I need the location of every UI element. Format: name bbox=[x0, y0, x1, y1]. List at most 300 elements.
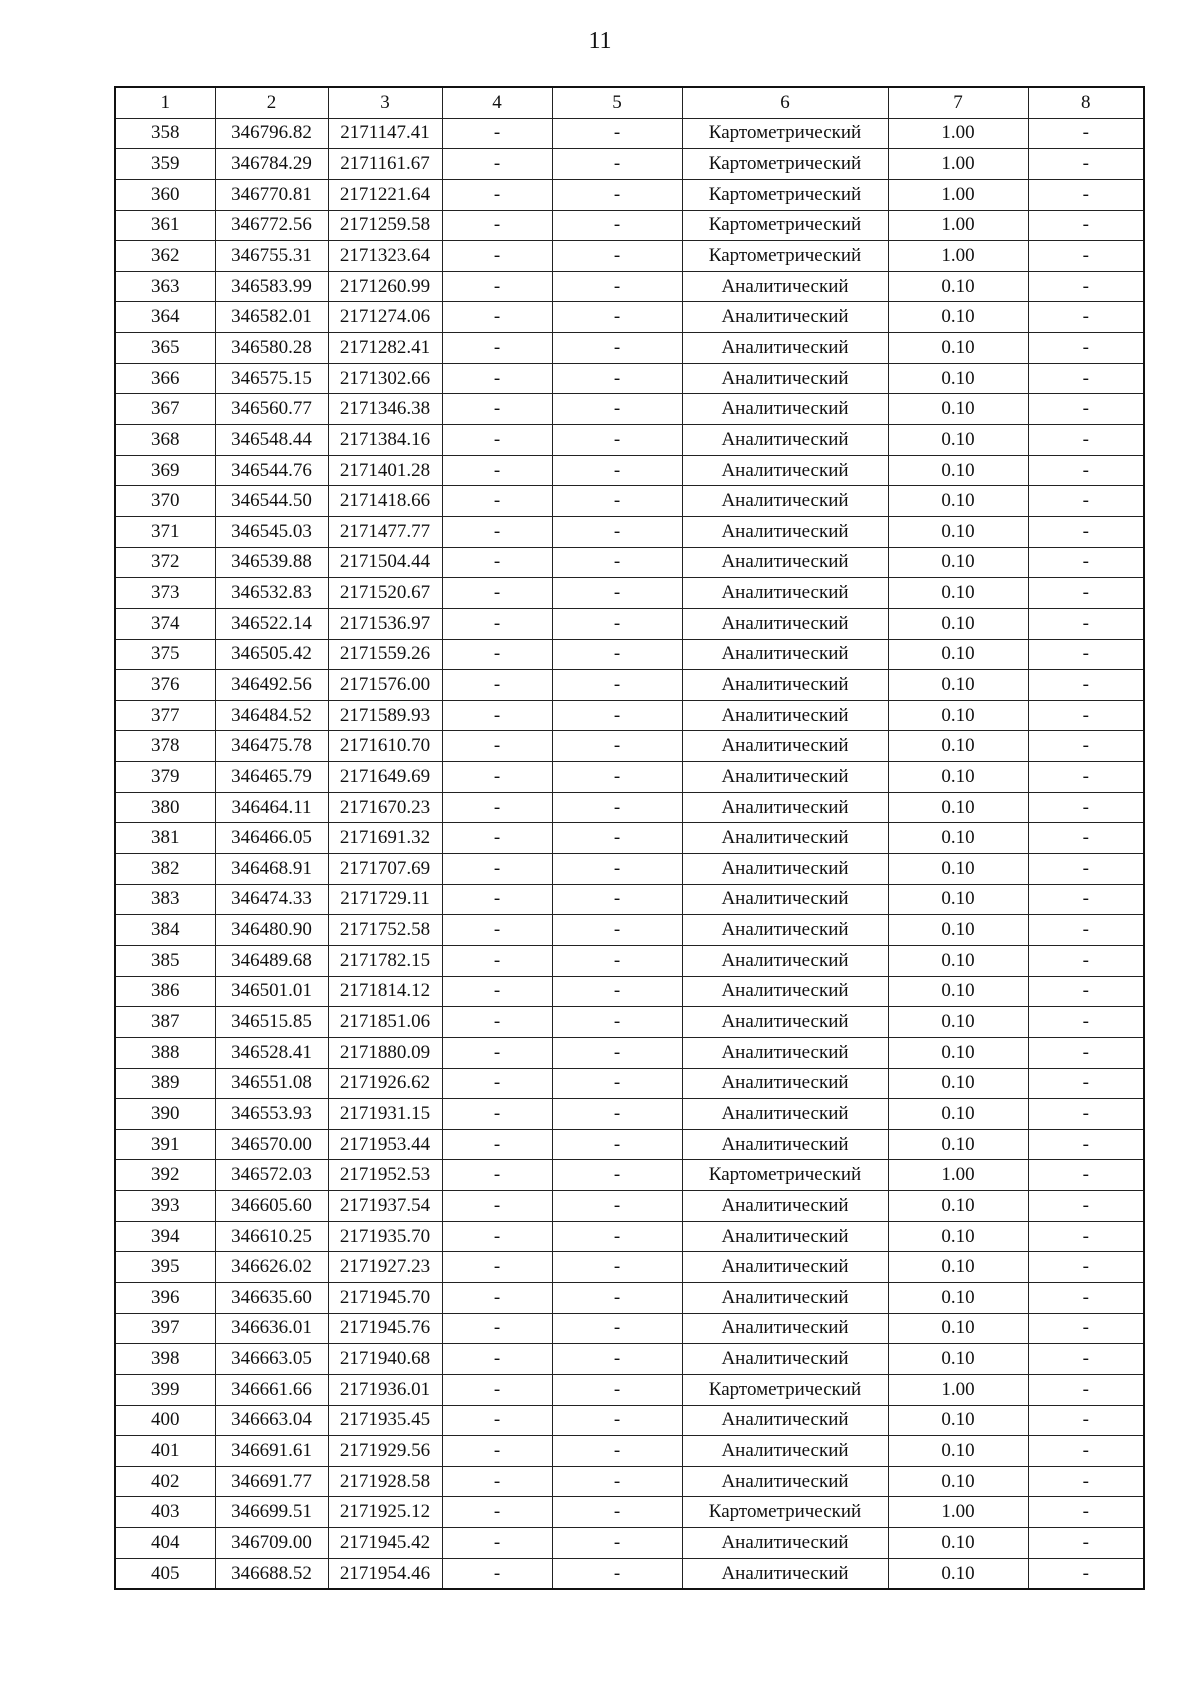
column-5-cell: - bbox=[552, 1007, 682, 1038]
point-number-cell: 368 bbox=[115, 425, 215, 456]
y-coordinate-cell: 2171520.67 bbox=[328, 578, 442, 609]
method-cell: Аналитический bbox=[682, 1466, 888, 1497]
accuracy-cell: 0.10 bbox=[888, 1405, 1028, 1436]
method-cell: Аналитический bbox=[682, 455, 888, 486]
column-4-cell: - bbox=[442, 1221, 552, 1252]
table-row bbox=[115, 608, 1144, 639]
column-header: 4 bbox=[442, 87, 552, 118]
y-coordinate-cell: 2171953.44 bbox=[328, 1129, 442, 1160]
accuracy-cell: 1.00 bbox=[888, 1374, 1028, 1405]
accuracy-cell: 1.00 bbox=[888, 210, 1028, 241]
column-5-cell: - bbox=[552, 1282, 682, 1313]
column-8-cell: - bbox=[1028, 1160, 1144, 1191]
column-4-cell: - bbox=[442, 1374, 552, 1405]
x-coordinate-cell: 346528.41 bbox=[215, 1037, 328, 1068]
column-8-cell: - bbox=[1028, 1436, 1144, 1467]
method-cell: Аналитический bbox=[682, 547, 888, 578]
point-number-cell: 394 bbox=[115, 1221, 215, 1252]
accuracy-cell: 0.10 bbox=[888, 700, 1028, 731]
y-coordinate-cell: 2171752.58 bbox=[328, 915, 442, 946]
y-coordinate-cell: 2171504.44 bbox=[328, 547, 442, 578]
column-5-cell: - bbox=[552, 363, 682, 394]
column-8-cell: - bbox=[1028, 915, 1144, 946]
point-number-cell: 358 bbox=[115, 118, 215, 149]
column-5-cell: - bbox=[552, 945, 682, 976]
table-row bbox=[115, 945, 1144, 976]
column-4-cell: - bbox=[442, 670, 552, 701]
method-cell: Аналитический bbox=[682, 1129, 888, 1160]
x-coordinate-cell: 346663.04 bbox=[215, 1405, 328, 1436]
column-8-cell: - bbox=[1028, 700, 1144, 731]
x-coordinate-cell: 346583.99 bbox=[215, 271, 328, 302]
method-cell: Аналитический bbox=[682, 915, 888, 946]
table-row bbox=[115, 210, 1144, 241]
column-4-cell: - bbox=[442, 762, 552, 793]
point-number-cell: 398 bbox=[115, 1344, 215, 1375]
y-coordinate-cell: 2171161.67 bbox=[328, 149, 442, 180]
column-8-cell: - bbox=[1028, 425, 1144, 456]
column-8-cell: - bbox=[1028, 1558, 1144, 1589]
accuracy-cell: 0.10 bbox=[888, 516, 1028, 547]
accuracy-cell: 0.10 bbox=[888, 1221, 1028, 1252]
method-cell: Аналитический bbox=[682, 731, 888, 762]
y-coordinate-cell: 2171927.23 bbox=[328, 1252, 442, 1283]
method-cell: Аналитический bbox=[682, 639, 888, 670]
y-coordinate-cell: 2171880.09 bbox=[328, 1037, 442, 1068]
method-cell: Аналитический bbox=[682, 1007, 888, 1038]
y-coordinate-cell: 2171707.69 bbox=[328, 854, 442, 885]
column-5-cell: - bbox=[552, 486, 682, 517]
method-cell: Аналитический bbox=[682, 1313, 888, 1344]
y-coordinate-cell: 2171945.70 bbox=[328, 1282, 442, 1313]
column-header: 1 bbox=[115, 87, 215, 118]
table-row bbox=[115, 639, 1144, 670]
column-4-cell: - bbox=[442, 1037, 552, 1068]
column-5-cell: - bbox=[552, 1160, 682, 1191]
point-number-cell: 359 bbox=[115, 149, 215, 180]
column-8-cell: - bbox=[1028, 1344, 1144, 1375]
y-coordinate-cell: 2171274.06 bbox=[328, 302, 442, 333]
column-4-cell: - bbox=[442, 1497, 552, 1528]
x-coordinate-cell: 346466.05 bbox=[215, 823, 328, 854]
point-number-cell: 375 bbox=[115, 639, 215, 670]
x-coordinate-cell: 346545.03 bbox=[215, 516, 328, 547]
column-8-cell: - bbox=[1028, 547, 1144, 578]
column-4-cell: - bbox=[442, 455, 552, 486]
table-row bbox=[115, 179, 1144, 210]
table-row bbox=[115, 1252, 1144, 1283]
table-row bbox=[115, 425, 1144, 456]
x-coordinate-cell: 346610.25 bbox=[215, 1221, 328, 1252]
method-cell: Аналитический bbox=[682, 976, 888, 1007]
method-cell: Аналитический bbox=[682, 516, 888, 547]
column-4-cell: - bbox=[442, 118, 552, 149]
column-5-cell: - bbox=[552, 241, 682, 272]
column-header: 8 bbox=[1028, 87, 1144, 118]
column-8-cell: - bbox=[1028, 578, 1144, 609]
x-coordinate-cell: 346480.90 bbox=[215, 915, 328, 946]
column-5-cell: - bbox=[552, 455, 682, 486]
y-coordinate-cell: 2171729.11 bbox=[328, 884, 442, 915]
table-row bbox=[115, 516, 1144, 547]
accuracy-cell: 1.00 bbox=[888, 1497, 1028, 1528]
point-number-cell: 383 bbox=[115, 884, 215, 915]
column-4-cell: - bbox=[442, 854, 552, 885]
point-number-cell: 399 bbox=[115, 1374, 215, 1405]
y-coordinate-cell: 2171851.06 bbox=[328, 1007, 442, 1038]
column-5-cell: - bbox=[552, 1068, 682, 1099]
column-4-cell: - bbox=[442, 731, 552, 762]
x-coordinate-cell: 346515.85 bbox=[215, 1007, 328, 1038]
y-coordinate-cell: 2171589.93 bbox=[328, 700, 442, 731]
table-row bbox=[115, 976, 1144, 1007]
method-cell: Аналитический bbox=[682, 854, 888, 885]
accuracy-cell: 0.10 bbox=[888, 976, 1028, 1007]
accuracy-cell: 1.00 bbox=[888, 118, 1028, 149]
column-5-cell: - bbox=[552, 179, 682, 210]
x-coordinate-cell: 346626.02 bbox=[215, 1252, 328, 1283]
point-number-cell: 388 bbox=[115, 1037, 215, 1068]
table-row bbox=[115, 792, 1144, 823]
method-cell: Аналитический bbox=[682, 762, 888, 793]
column-4-cell: - bbox=[442, 608, 552, 639]
table-row bbox=[115, 118, 1144, 149]
x-coordinate-cell: 346468.91 bbox=[215, 854, 328, 885]
column-8-cell: - bbox=[1028, 884, 1144, 915]
table-body bbox=[115, 118, 1144, 1589]
table-row bbox=[115, 700, 1144, 731]
column-8-cell: - bbox=[1028, 516, 1144, 547]
point-number-cell: 376 bbox=[115, 670, 215, 701]
column-4-cell: - bbox=[442, 425, 552, 456]
method-cell: Аналитический bbox=[682, 394, 888, 425]
column-4-cell: - bbox=[442, 1558, 552, 1589]
point-number-cell: 361 bbox=[115, 210, 215, 241]
point-number-cell: 387 bbox=[115, 1007, 215, 1038]
y-coordinate-cell: 2171323.64 bbox=[328, 241, 442, 272]
column-4-cell: - bbox=[442, 149, 552, 180]
column-4-cell: - bbox=[442, 792, 552, 823]
x-coordinate-cell: 346663.05 bbox=[215, 1344, 328, 1375]
y-coordinate-cell: 2171782.15 bbox=[328, 945, 442, 976]
point-number-cell: 397 bbox=[115, 1313, 215, 1344]
y-coordinate-cell: 2171940.68 bbox=[328, 1344, 442, 1375]
accuracy-cell: 0.10 bbox=[888, 1282, 1028, 1313]
point-number-cell: 385 bbox=[115, 945, 215, 976]
accuracy-cell: 0.10 bbox=[888, 1191, 1028, 1222]
column-4-cell: - bbox=[442, 823, 552, 854]
point-number-cell: 386 bbox=[115, 976, 215, 1007]
point-number-cell: 401 bbox=[115, 1436, 215, 1467]
accuracy-cell: 0.10 bbox=[888, 394, 1028, 425]
method-cell: Аналитический bbox=[682, 1282, 888, 1313]
column-header: 6 bbox=[682, 87, 888, 118]
table-row bbox=[115, 1221, 1144, 1252]
method-cell: Аналитический bbox=[682, 1068, 888, 1099]
column-5-cell: - bbox=[552, 1558, 682, 1589]
accuracy-cell: 0.10 bbox=[888, 455, 1028, 486]
column-8-cell: - bbox=[1028, 1405, 1144, 1436]
column-8-cell: - bbox=[1028, 1528, 1144, 1559]
point-number-cell: 365 bbox=[115, 333, 215, 364]
point-number-cell: 392 bbox=[115, 1160, 215, 1191]
y-coordinate-cell: 2171670.23 bbox=[328, 792, 442, 823]
point-number-cell: 367 bbox=[115, 394, 215, 425]
method-cell: Аналитический bbox=[682, 1405, 888, 1436]
x-coordinate-cell: 346709.00 bbox=[215, 1528, 328, 1559]
x-coordinate-cell: 346544.76 bbox=[215, 455, 328, 486]
column-5-cell: - bbox=[552, 915, 682, 946]
accuracy-cell: 0.10 bbox=[888, 639, 1028, 670]
point-number-cell: 380 bbox=[115, 792, 215, 823]
accuracy-cell: 0.10 bbox=[888, 1528, 1028, 1559]
method-cell: Картометрический bbox=[682, 1160, 888, 1191]
method-cell: Картометрический bbox=[682, 210, 888, 241]
method-cell: Аналитический bbox=[682, 333, 888, 364]
table-row bbox=[115, 1558, 1144, 1589]
method-cell: Аналитический bbox=[682, 1191, 888, 1222]
accuracy-cell: 0.10 bbox=[888, 1436, 1028, 1467]
accuracy-cell: 1.00 bbox=[888, 241, 1028, 272]
table-row bbox=[115, 1436, 1144, 1467]
column-5-cell: - bbox=[552, 1497, 682, 1528]
accuracy-cell: 0.10 bbox=[888, 762, 1028, 793]
table-row bbox=[115, 670, 1144, 701]
table-row bbox=[115, 731, 1144, 762]
x-coordinate-cell: 346636.01 bbox=[215, 1313, 328, 1344]
column-5-cell: - bbox=[552, 976, 682, 1007]
point-number-cell: 370 bbox=[115, 486, 215, 517]
column-header: 3 bbox=[328, 87, 442, 118]
method-cell: Аналитический bbox=[682, 1436, 888, 1467]
method-cell: Картометрический bbox=[682, 241, 888, 272]
column-5-cell: - bbox=[552, 1528, 682, 1559]
table-row bbox=[115, 762, 1144, 793]
column-4-cell: - bbox=[442, 1252, 552, 1283]
column-5-cell: - bbox=[552, 854, 682, 885]
column-5-cell: - bbox=[552, 823, 682, 854]
method-cell: Аналитический bbox=[682, 271, 888, 302]
x-coordinate-cell: 346522.14 bbox=[215, 608, 328, 639]
column-5-cell: - bbox=[552, 1374, 682, 1405]
column-4-cell: - bbox=[442, 1191, 552, 1222]
method-cell: Аналитический bbox=[682, 1558, 888, 1589]
accuracy-cell: 1.00 bbox=[888, 1160, 1028, 1191]
accuracy-cell: 0.10 bbox=[888, 1466, 1028, 1497]
y-coordinate-cell: 2171610.70 bbox=[328, 731, 442, 762]
point-number-cell: 373 bbox=[115, 578, 215, 609]
method-cell: Аналитический bbox=[682, 486, 888, 517]
x-coordinate-cell: 346539.88 bbox=[215, 547, 328, 578]
column-8-cell: - bbox=[1028, 1037, 1144, 1068]
y-coordinate-cell: 2171928.58 bbox=[328, 1466, 442, 1497]
x-coordinate-cell: 346475.78 bbox=[215, 731, 328, 762]
point-number-cell: 389 bbox=[115, 1068, 215, 1099]
column-4-cell: - bbox=[442, 271, 552, 302]
accuracy-cell: 0.10 bbox=[888, 363, 1028, 394]
column-5-cell: - bbox=[552, 1221, 682, 1252]
column-8-cell: - bbox=[1028, 1374, 1144, 1405]
column-8-cell: - bbox=[1028, 149, 1144, 180]
method-cell: Аналитический bbox=[682, 608, 888, 639]
column-4-cell: - bbox=[442, 1528, 552, 1559]
y-coordinate-cell: 2171691.32 bbox=[328, 823, 442, 854]
column-5-cell: - bbox=[552, 639, 682, 670]
table-row bbox=[115, 1313, 1144, 1344]
column-8-cell: - bbox=[1028, 1221, 1144, 1252]
accuracy-cell: 0.10 bbox=[888, 1313, 1028, 1344]
x-coordinate-cell: 346474.33 bbox=[215, 884, 328, 915]
column-8-cell: - bbox=[1028, 1313, 1144, 1344]
column-5-cell: - bbox=[552, 1313, 682, 1344]
column-4-cell: - bbox=[442, 1313, 552, 1344]
method-cell: Аналитический bbox=[682, 1252, 888, 1283]
method-cell: Аналитический bbox=[682, 425, 888, 456]
accuracy-cell: 0.10 bbox=[888, 1099, 1028, 1130]
column-4-cell: - bbox=[442, 547, 552, 578]
column-5-cell: - bbox=[552, 792, 682, 823]
method-cell: Аналитический bbox=[682, 363, 888, 394]
x-coordinate-cell: 346465.79 bbox=[215, 762, 328, 793]
column-5-cell: - bbox=[552, 302, 682, 333]
column-header: 2 bbox=[215, 87, 328, 118]
point-number-cell: 404 bbox=[115, 1528, 215, 1559]
column-5-cell: - bbox=[552, 1191, 682, 1222]
method-cell: Аналитический bbox=[682, 945, 888, 976]
column-5-cell: - bbox=[552, 1037, 682, 1068]
y-coordinate-cell: 2171945.42 bbox=[328, 1528, 442, 1559]
point-number-cell: 362 bbox=[115, 241, 215, 272]
column-header: 7 bbox=[888, 87, 1028, 118]
column-4-cell: - bbox=[442, 363, 552, 394]
y-coordinate-cell: 2171259.58 bbox=[328, 210, 442, 241]
table-row bbox=[115, 271, 1144, 302]
column-8-cell: - bbox=[1028, 1191, 1144, 1222]
method-cell: Аналитический bbox=[682, 578, 888, 609]
column-5-cell: - bbox=[552, 700, 682, 731]
table-row bbox=[115, 547, 1144, 578]
table-header-row bbox=[115, 87, 1144, 118]
table-row bbox=[115, 1374, 1144, 1405]
y-coordinate-cell: 2171260.99 bbox=[328, 271, 442, 302]
point-number-cell: 405 bbox=[115, 1558, 215, 1589]
table-row bbox=[115, 1129, 1144, 1160]
x-coordinate-cell: 346484.52 bbox=[215, 700, 328, 731]
x-coordinate-cell: 346464.11 bbox=[215, 792, 328, 823]
column-8-cell: - bbox=[1028, 762, 1144, 793]
column-5-cell: - bbox=[552, 118, 682, 149]
table-row bbox=[115, 854, 1144, 885]
accuracy-cell: 0.10 bbox=[888, 670, 1028, 701]
method-cell: Аналитический bbox=[682, 302, 888, 333]
column-4-cell: - bbox=[442, 394, 552, 425]
x-coordinate-cell: 346553.93 bbox=[215, 1099, 328, 1130]
table-row bbox=[115, 915, 1144, 946]
column-8-cell: - bbox=[1028, 179, 1144, 210]
accuracy-cell: 0.10 bbox=[888, 486, 1028, 517]
method-cell: Аналитический bbox=[682, 1528, 888, 1559]
column-4-cell: - bbox=[442, 1129, 552, 1160]
method-cell: Аналитический bbox=[682, 1099, 888, 1130]
table-row bbox=[115, 394, 1144, 425]
column-8-cell: - bbox=[1028, 455, 1144, 486]
point-number-cell: 382 bbox=[115, 854, 215, 885]
x-coordinate-cell: 346501.01 bbox=[215, 976, 328, 1007]
x-coordinate-cell: 346572.03 bbox=[215, 1160, 328, 1191]
y-coordinate-cell: 2171536.97 bbox=[328, 608, 442, 639]
coordinates-table bbox=[114, 86, 1145, 1590]
x-coordinate-cell: 346605.60 bbox=[215, 1191, 328, 1222]
column-5-cell: - bbox=[552, 884, 682, 915]
column-4-cell: - bbox=[442, 241, 552, 272]
x-coordinate-cell: 346532.83 bbox=[215, 578, 328, 609]
table-row bbox=[115, 884, 1144, 915]
x-coordinate-cell: 346661.66 bbox=[215, 1374, 328, 1405]
x-coordinate-cell: 346635.60 bbox=[215, 1282, 328, 1313]
column-4-cell: - bbox=[442, 578, 552, 609]
x-coordinate-cell: 346796.82 bbox=[215, 118, 328, 149]
table-row bbox=[115, 455, 1144, 486]
accuracy-cell: 0.10 bbox=[888, 731, 1028, 762]
y-coordinate-cell: 2171346.38 bbox=[328, 394, 442, 425]
accuracy-cell: 1.00 bbox=[888, 179, 1028, 210]
column-8-cell: - bbox=[1028, 394, 1144, 425]
x-coordinate-cell: 346688.52 bbox=[215, 1558, 328, 1589]
x-coordinate-cell: 346699.51 bbox=[215, 1497, 328, 1528]
accuracy-cell: 0.10 bbox=[888, 1252, 1028, 1283]
y-coordinate-cell: 2171929.56 bbox=[328, 1436, 442, 1467]
column-4-cell: - bbox=[442, 945, 552, 976]
column-5-cell: - bbox=[552, 670, 682, 701]
y-coordinate-cell: 2171952.53 bbox=[328, 1160, 442, 1191]
table-row bbox=[115, 1160, 1144, 1191]
accuracy-cell: 0.10 bbox=[888, 425, 1028, 456]
column-4-cell: - bbox=[442, 210, 552, 241]
column-8-cell: - bbox=[1028, 210, 1144, 241]
y-coordinate-cell: 2171926.62 bbox=[328, 1068, 442, 1099]
y-coordinate-cell: 2171384.16 bbox=[328, 425, 442, 456]
x-coordinate-cell: 346582.01 bbox=[215, 302, 328, 333]
x-coordinate-cell: 346544.50 bbox=[215, 486, 328, 517]
method-cell: Картометрический bbox=[682, 1497, 888, 1528]
method-cell: Картометрический bbox=[682, 1374, 888, 1405]
column-4-cell: - bbox=[442, 700, 552, 731]
column-5-cell: - bbox=[552, 1436, 682, 1467]
column-5-cell: - bbox=[552, 1466, 682, 1497]
y-coordinate-cell: 2171931.15 bbox=[328, 1099, 442, 1130]
point-number-cell: 395 bbox=[115, 1252, 215, 1283]
method-cell: Аналитический bbox=[682, 1221, 888, 1252]
accuracy-cell: 0.10 bbox=[888, 1558, 1028, 1589]
point-number-cell: 364 bbox=[115, 302, 215, 333]
column-8-cell: - bbox=[1028, 363, 1144, 394]
table-row bbox=[115, 486, 1144, 517]
table-row bbox=[115, 578, 1144, 609]
column-5-cell: - bbox=[552, 1129, 682, 1160]
point-number-cell: 378 bbox=[115, 731, 215, 762]
x-coordinate-cell: 346560.77 bbox=[215, 394, 328, 425]
y-coordinate-cell: 2171221.64 bbox=[328, 179, 442, 210]
point-number-cell: 396 bbox=[115, 1282, 215, 1313]
column-4-cell: - bbox=[442, 1282, 552, 1313]
column-4-cell: - bbox=[442, 1007, 552, 1038]
x-coordinate-cell: 346784.29 bbox=[215, 149, 328, 180]
method-cell: Картометрический bbox=[682, 118, 888, 149]
point-number-cell: 402 bbox=[115, 1466, 215, 1497]
column-5-cell: - bbox=[552, 731, 682, 762]
column-8-cell: - bbox=[1028, 608, 1144, 639]
x-coordinate-cell: 346570.00 bbox=[215, 1129, 328, 1160]
